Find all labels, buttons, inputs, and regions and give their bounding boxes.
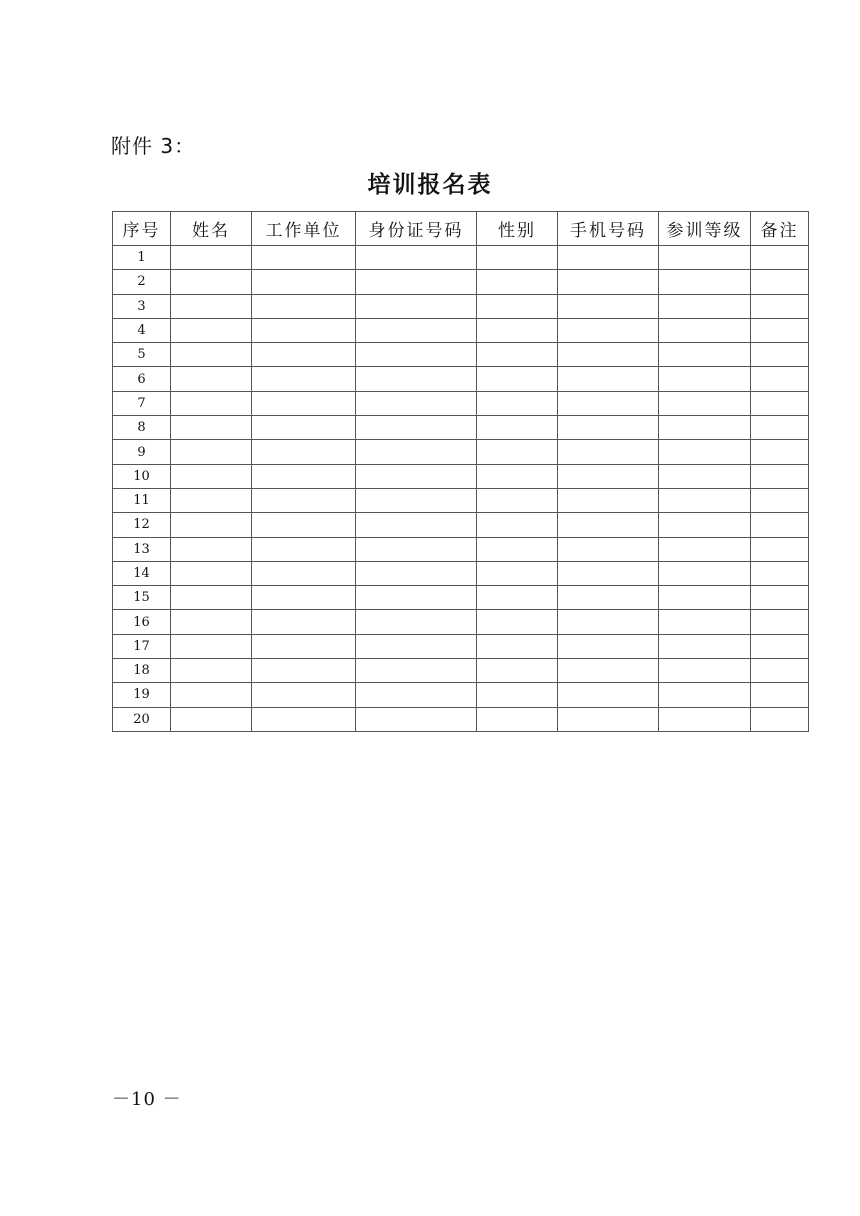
row-serial-number: 17: [113, 634, 171, 658]
table-row: [113, 416, 809, 440]
cell-gender[interactable]: [477, 416, 558, 440]
cell-id-number[interactable]: [356, 367, 477, 391]
table-row: [113, 610, 809, 634]
row-serial-number: 5: [113, 343, 171, 367]
cell-remarks[interactable]: [751, 367, 809, 391]
row-serial-number: 10: [113, 464, 171, 488]
cell-name[interactable]: [171, 537, 252, 561]
cell-training-level[interactable]: [659, 367, 751, 391]
cell-name[interactable]: [171, 318, 252, 342]
cell-remarks[interactable]: [751, 537, 809, 561]
row-serial-number: 9: [113, 440, 171, 464]
cell-work-unit[interactable]: [252, 634, 356, 658]
cell-work-unit[interactable]: [252, 246, 356, 270]
cell-name[interactable]: [171, 416, 252, 440]
cell-name[interactable]: [171, 440, 252, 464]
cell-id-number[interactable]: [356, 513, 477, 537]
row-serial-number: 6: [113, 367, 171, 391]
cell-work-unit[interactable]: [252, 416, 356, 440]
cell-remarks[interactable]: [751, 294, 809, 318]
registration-table: [112, 211, 809, 732]
cell-training-level[interactable]: [659, 270, 751, 294]
cell-name[interactable]: [171, 513, 252, 537]
cell-remarks[interactable]: [751, 318, 809, 342]
cell-phone-number[interactable]: [558, 513, 659, 537]
cell-training-level[interactable]: [659, 610, 751, 634]
cell-training-level[interactable]: [659, 318, 751, 342]
cell-name[interactable]: [171, 367, 252, 391]
header-phone-number: 手机号码: [558, 212, 659, 246]
form-title: 培训报名表: [367, 172, 493, 198]
cell-training-level[interactable]: [659, 683, 751, 707]
cell-name[interactable]: [171, 634, 252, 658]
cell-gender[interactable]: [477, 561, 558, 585]
row-serial-number: 3: [113, 294, 171, 318]
row-serial-number: 14: [113, 561, 171, 585]
cell-training-level[interactable]: [659, 561, 751, 585]
cell-phone-number[interactable]: [558, 318, 659, 342]
cell-name[interactable]: [171, 391, 252, 415]
cell-name[interactable]: [171, 343, 252, 367]
table-row: [113, 391, 809, 415]
cell-name[interactable]: [171, 270, 252, 294]
cell-phone-number[interactable]: [558, 561, 659, 585]
cell-work-unit[interactable]: [252, 683, 356, 707]
cell-id-number[interactable]: [356, 634, 477, 658]
cell-name[interactable]: [171, 659, 252, 683]
cell-id-number[interactable]: [356, 416, 477, 440]
cell-training-level[interactable]: [659, 246, 751, 270]
cell-name[interactable]: [171, 561, 252, 585]
cell-work-unit[interactable]: [252, 270, 356, 294]
cell-remarks[interactable]: [751, 561, 809, 585]
cell-work-unit[interactable]: [252, 537, 356, 561]
page-number: －10 －: [112, 1089, 182, 1110]
cell-gender[interactable]: [477, 294, 558, 318]
header-serial-number: 序号: [113, 212, 171, 246]
cell-training-level[interactable]: [659, 537, 751, 561]
cell-remarks[interactable]: [751, 343, 809, 367]
cell-name[interactable]: [171, 610, 252, 634]
header-name: 姓名: [171, 212, 252, 246]
table-row: [113, 270, 809, 294]
cell-id-number[interactable]: [356, 246, 477, 270]
cell-work-unit[interactable]: [252, 561, 356, 585]
cell-gender[interactable]: [477, 537, 558, 561]
cell-training-level[interactable]: [659, 416, 751, 440]
cell-work-unit[interactable]: [252, 391, 356, 415]
cell-remarks[interactable]: [751, 634, 809, 658]
table-row: [113, 367, 809, 391]
cell-remarks[interactable]: [751, 659, 809, 683]
cell-gender[interactable]: [477, 318, 558, 342]
table-row: [113, 561, 809, 585]
cell-gender[interactable]: [477, 391, 558, 415]
table-row: [113, 343, 809, 367]
table-row: [113, 464, 809, 488]
cell-id-number[interactable]: [356, 270, 477, 294]
cell-work-unit[interactable]: [252, 464, 356, 488]
row-serial-number: 19: [113, 683, 171, 707]
cell-training-level[interactable]: [659, 464, 751, 488]
cell-phone-number[interactable]: [558, 246, 659, 270]
cell-phone-number[interactable]: [558, 367, 659, 391]
cell-work-unit[interactable]: [252, 610, 356, 634]
cell-phone-number[interactable]: [558, 707, 659, 731]
cell-gender[interactable]: [477, 659, 558, 683]
table-header-row: [113, 212, 809, 246]
cell-name[interactable]: [171, 683, 252, 707]
cell-id-number[interactable]: [356, 343, 477, 367]
cell-phone-number[interactable]: [558, 586, 659, 610]
cell-gender[interactable]: [477, 343, 558, 367]
row-serial-number: 1: [113, 246, 171, 270]
table-row: [113, 707, 809, 731]
cell-id-number[interactable]: [356, 586, 477, 610]
cell-id-number[interactable]: [356, 683, 477, 707]
cell-training-level[interactable]: [659, 343, 751, 367]
cell-gender[interactable]: [477, 367, 558, 391]
cell-work-unit[interactable]: [252, 513, 356, 537]
cell-gender[interactable]: [477, 634, 558, 658]
cell-work-unit[interactable]: [252, 440, 356, 464]
row-serial-number: 8: [113, 416, 171, 440]
cell-id-number[interactable]: [356, 318, 477, 342]
cell-name[interactable]: [171, 246, 252, 270]
cell-phone-number[interactable]: [558, 659, 659, 683]
cell-phone-number[interactable]: [558, 294, 659, 318]
cell-work-unit[interactable]: [252, 294, 356, 318]
cell-work-unit[interactable]: [252, 586, 356, 610]
cell-remarks[interactable]: [751, 464, 809, 488]
cell-gender[interactable]: [477, 464, 558, 488]
cell-training-level[interactable]: [659, 488, 751, 512]
row-serial-number: 20: [113, 707, 171, 731]
row-serial-number: 12: [113, 513, 171, 537]
header-work-unit: 工作单位: [252, 212, 356, 246]
row-serial-number: 11: [113, 488, 171, 512]
cell-remarks[interactable]: [751, 488, 809, 512]
row-serial-number: 13: [113, 537, 171, 561]
table-row: [113, 440, 809, 464]
cell-training-level[interactable]: [659, 440, 751, 464]
table-row: [113, 513, 809, 537]
table-row: [113, 246, 809, 270]
cell-phone-number[interactable]: [558, 440, 659, 464]
cell-phone-number[interactable]: [558, 610, 659, 634]
cell-remarks[interactable]: [751, 270, 809, 294]
row-serial-number: 7: [113, 391, 171, 415]
cell-remarks[interactable]: [751, 246, 809, 270]
cell-training-level[interactable]: [659, 586, 751, 610]
cell-id-number[interactable]: [356, 391, 477, 415]
cell-work-unit[interactable]: [252, 318, 356, 342]
table-row: [113, 634, 809, 658]
cell-remarks[interactable]: [751, 610, 809, 634]
cell-phone-number[interactable]: [558, 464, 659, 488]
cell-id-number[interactable]: [356, 561, 477, 585]
cell-remarks[interactable]: [751, 440, 809, 464]
cell-phone-number[interactable]: [558, 343, 659, 367]
cell-training-level[interactable]: [659, 391, 751, 415]
header-training-level: 参训等级: [659, 212, 751, 246]
cell-remarks[interactable]: [751, 513, 809, 537]
cell-gender[interactable]: [477, 246, 558, 270]
cell-work-unit[interactable]: [252, 343, 356, 367]
header-gender: 性别: [477, 212, 558, 246]
cell-id-number[interactable]: [356, 610, 477, 634]
cell-training-level[interactable]: [659, 659, 751, 683]
cell-phone-number[interactable]: [558, 391, 659, 415]
cell-id-number[interactable]: [356, 440, 477, 464]
row-serial-number: 18: [113, 659, 171, 683]
cell-work-unit[interactable]: [252, 659, 356, 683]
cell-gender[interactable]: [477, 683, 558, 707]
cell-name[interactable]: [171, 586, 252, 610]
row-serial-number: 15: [113, 586, 171, 610]
cell-id-number[interactable]: [356, 537, 477, 561]
table-row: [113, 537, 809, 561]
table-row: [113, 294, 809, 318]
table-row: [113, 586, 809, 610]
cell-gender[interactable]: [477, 707, 558, 731]
cell-gender[interactable]: [477, 513, 558, 537]
cell-id-number[interactable]: [356, 294, 477, 318]
table-row: [113, 318, 809, 342]
cell-remarks[interactable]: [751, 683, 809, 707]
table-row: [113, 683, 809, 707]
cell-phone-number[interactable]: [558, 634, 659, 658]
cell-gender[interactable]: [477, 586, 558, 610]
header-id-number: 身份证号码: [356, 212, 477, 246]
table-row: [113, 488, 809, 512]
cell-id-number[interactable]: [356, 659, 477, 683]
cell-phone-number[interactable]: [558, 416, 659, 440]
cell-training-level[interactable]: [659, 294, 751, 318]
cell-work-unit[interactable]: [252, 488, 356, 512]
row-serial-number: 4: [113, 318, 171, 342]
header-remarks: 备注: [751, 212, 809, 246]
cell-training-level[interactable]: [659, 707, 751, 731]
cell-training-level[interactable]: [659, 634, 751, 658]
cell-gender[interactable]: [477, 610, 558, 634]
cell-name[interactable]: [171, 488, 252, 512]
cell-gender[interactable]: [477, 440, 558, 464]
cell-remarks[interactable]: [751, 391, 809, 415]
cell-name[interactable]: [171, 294, 252, 318]
cell-training-level[interactable]: [659, 513, 751, 537]
attachment-label: 附件 3：: [111, 134, 196, 158]
cell-gender[interactable]: [477, 270, 558, 294]
cell-work-unit[interactable]: [252, 367, 356, 391]
cell-id-number[interactable]: [356, 488, 477, 512]
cell-name[interactable]: [171, 464, 252, 488]
cell-remarks[interactable]: [751, 586, 809, 610]
cell-id-number[interactable]: [356, 707, 477, 731]
cell-remarks[interactable]: [751, 707, 809, 731]
table-row: [113, 659, 809, 683]
cell-phone-number[interactable]: [558, 683, 659, 707]
cell-phone-number[interactable]: [558, 488, 659, 512]
cell-work-unit[interactable]: [252, 707, 356, 731]
cell-gender[interactable]: [477, 488, 558, 512]
cell-phone-number[interactable]: [558, 537, 659, 561]
cell-name[interactable]: [171, 707, 252, 731]
cell-remarks[interactable]: [751, 416, 809, 440]
row-serial-number: 2: [113, 270, 171, 294]
row-serial-number: 16: [113, 610, 171, 634]
table-body: [113, 246, 809, 732]
cell-id-number[interactable]: [356, 464, 477, 488]
cell-phone-number[interactable]: [558, 270, 659, 294]
